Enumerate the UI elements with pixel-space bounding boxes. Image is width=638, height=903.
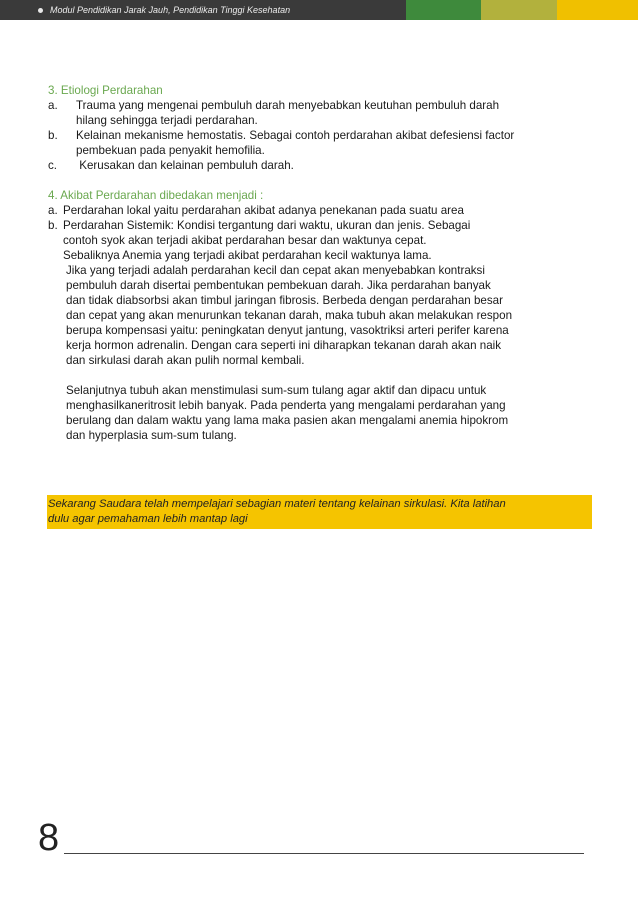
list-text: hilang sehingga terjadi perdarahan. bbox=[76, 114, 258, 127]
highlight-note bbox=[47, 495, 592, 529]
list-item bbox=[48, 218, 590, 233]
paragraph-line: dan sirkulasi darah akan pulih normal kembali. bbox=[66, 354, 305, 367]
header-green-block bbox=[406, 0, 481, 20]
list-marker: b. bbox=[48, 129, 58, 142]
list-item bbox=[48, 128, 590, 158]
note-line: dulu agar pemahaman lebih mantap lagi bbox=[48, 513, 248, 525]
list-text: Perdarahan Sistemik: Kondisi tergantung dari waktu, ukuran dan jenis. Sebagai bbox=[63, 219, 471, 232]
section-4-heading: 4. Akibat Perdarahan dibedakan menjadi : bbox=[48, 189, 264, 202]
note-line: Sekarang Saudara telah mempelajari sebagian materi tentang kelainan sirkulasi. Kita latihan bbox=[48, 498, 506, 510]
header-title-bar bbox=[0, 0, 406, 20]
list-text: Kelainan mekanisme hemostatis. Sebagai contoh perdarahan akibat defesiensi factor bbox=[76, 129, 515, 142]
paragraph-line: pembuluh darah disertai pembentukan pembekuan darah. Jika perdarahan banyak bbox=[66, 279, 491, 292]
list-text: Trauma yang mengenai pembuluh darah menyebabkan keutuhan pembuluh darah bbox=[76, 99, 500, 112]
main-content bbox=[48, 83, 590, 443]
list-marker: a. bbox=[48, 99, 58, 112]
paragraph-line: kerja hormon adrenalin. Dengan cara seperti ini diharapkan tekanan darah akan naik bbox=[66, 339, 502, 352]
list-item bbox=[48, 98, 590, 128]
page-header bbox=[0, 0, 638, 20]
header-olive-block bbox=[481, 0, 557, 20]
paragraph bbox=[48, 383, 590, 443]
bullet-icon bbox=[38, 8, 43, 13]
list-item bbox=[48, 158, 590, 173]
paragraph-line: dan hyperplasia sum-sum tulang. bbox=[66, 429, 237, 442]
paragraph-line: Jika yang terjadi adalah perdarahan kecil dan cepat akan menyebabkan kontraksi bbox=[66, 264, 485, 277]
paragraph-line: menghasilkaneritrosit lebih banyak. Pada penderta yang mengalami perdarahan yang bbox=[66, 399, 506, 412]
list-text: Sebaliknya Anemia yang terjadi akibat perdarahan kecil waktunya lama. bbox=[63, 249, 432, 262]
list-text: Kerusakan dan kelainan pembuluh darah. bbox=[76, 159, 294, 172]
list-text: contoh syok akan terjadi akibat perdarahan besar dan waktunya cepat. bbox=[63, 234, 427, 247]
paragraph bbox=[48, 263, 590, 368]
header-yellow-block bbox=[557, 0, 638, 20]
list-text: pembekuan pada penyakit hemofilia. bbox=[76, 144, 265, 157]
paragraph-line: dan cepat yang akan menurunkan tekanan darah, maka tubuh akan melakukan respon bbox=[66, 309, 513, 322]
footer-rule bbox=[64, 853, 584, 854]
section-3-heading: 3. Etiologi Perdarahan bbox=[48, 84, 163, 97]
list-marker: b. bbox=[48, 219, 58, 232]
list-marker: c. bbox=[48, 159, 58, 172]
list-item bbox=[48, 203, 590, 218]
paragraph-line: Selanjutnya tubuh akan menstimulasi sum-sum tulang agar aktif dan dipacu untuk bbox=[66, 384, 487, 397]
paragraph-line: berupa kompensasi yaitu: peningkatan denyut jantung, vasoktriksi arteri perifer karena bbox=[66, 324, 509, 337]
paragraph-line: dan tidak diabsorbsi akan timbul jaringan fibrosis. Berbeda dengan perdarahan besar bbox=[66, 294, 503, 307]
header-title: Modul Pendidikan Jarak Jauh, Pendidikan Tinggi Kesehatan bbox=[50, 5, 291, 15]
page-number: 8 bbox=[38, 817, 60, 859]
list-marker: a. bbox=[48, 204, 58, 217]
paragraph-line: berulang dan dalam waktu yang lama maka pasien akan mengalami anemia hipokrom bbox=[66, 414, 509, 427]
list-text: Perdarahan lokal yaitu perdarahan akibat adanya penekanan pada suatu area bbox=[63, 204, 464, 217]
